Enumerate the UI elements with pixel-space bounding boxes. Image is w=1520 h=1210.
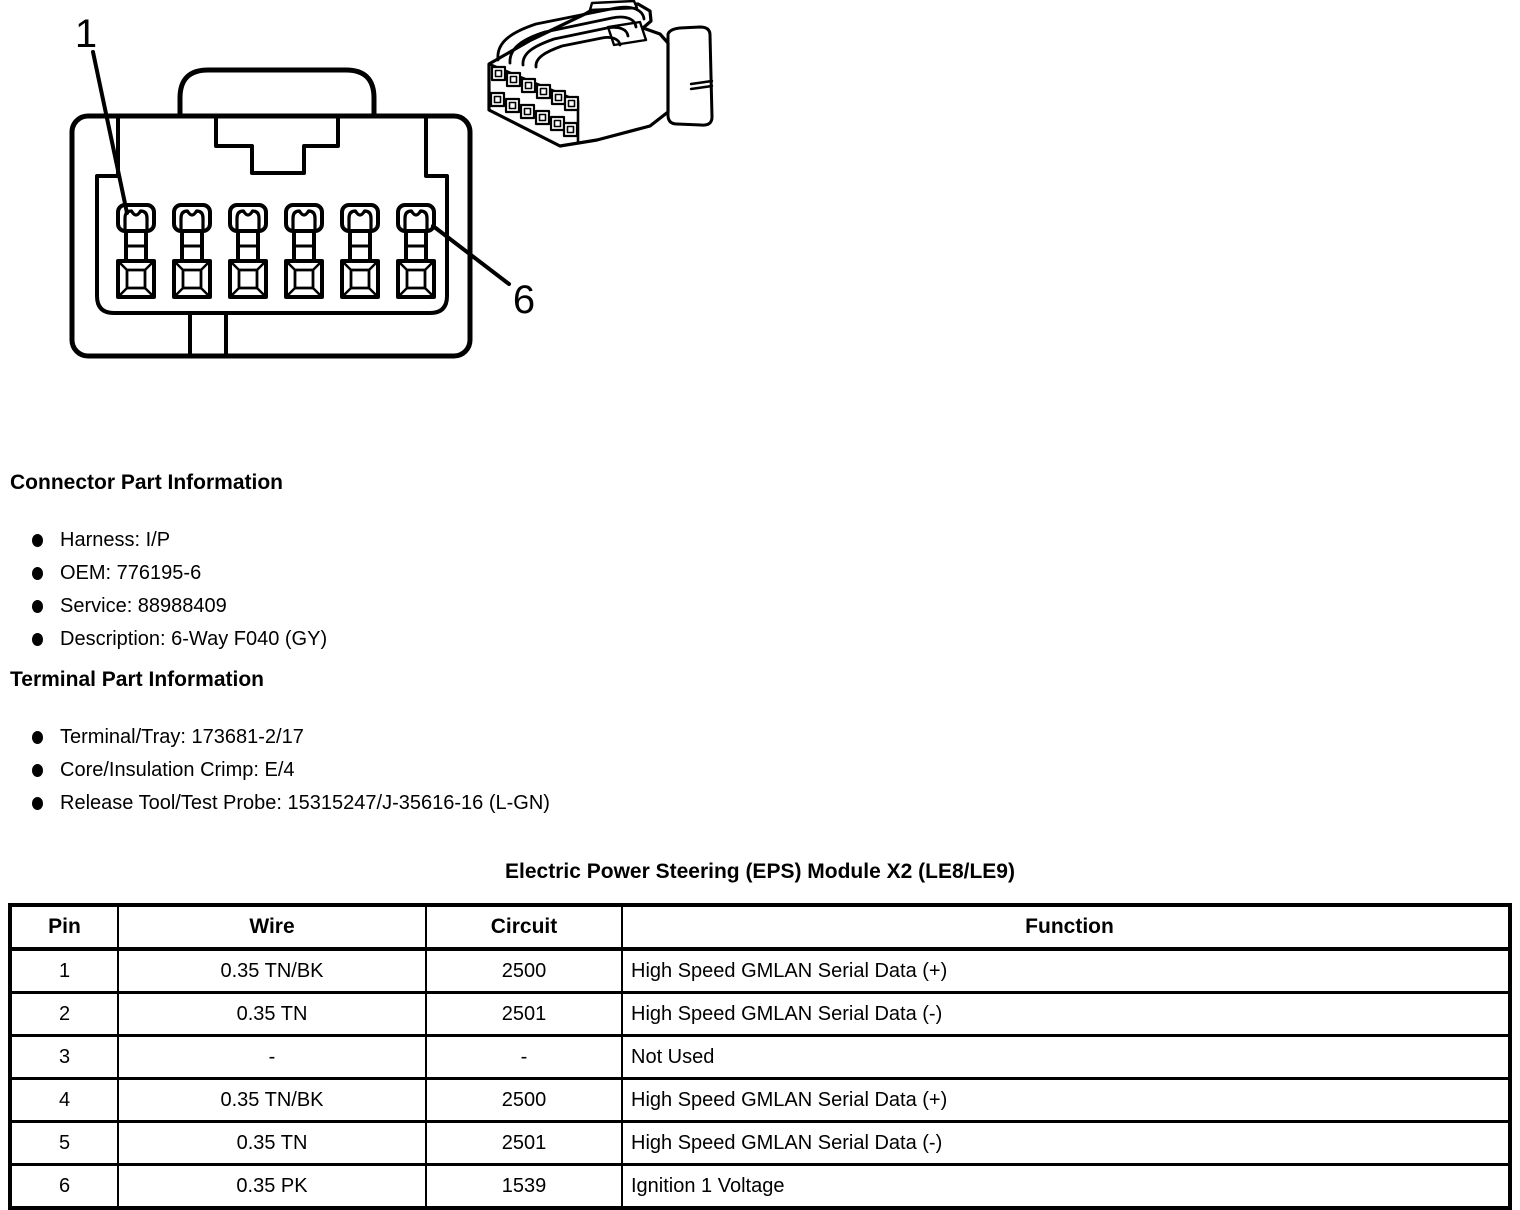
connector-lock-tab: [180, 70, 374, 116]
cell-pin: 2: [10, 993, 118, 1036]
cell-circuit: 2501: [426, 993, 622, 1036]
cell-circuit: -: [426, 1036, 622, 1079]
cell-circuit: 1539: [426, 1165, 622, 1209]
side-cavity: [552, 91, 565, 104]
cell-function: High Speed GMLAN Serial Data (-): [622, 1122, 1510, 1165]
table-row: [10, 1036, 1510, 1079]
cell-function: Not Used: [622, 1036, 1510, 1079]
connector-side-view: [489, 1, 712, 146]
cell-wire: 0.35 TN: [118, 993, 426, 1036]
connector-part-info-heading: Connector Part Information: [10, 471, 284, 494]
table-row: [10, 1079, 1510, 1122]
side-cavity: [522, 79, 535, 92]
table-row: [10, 949, 1510, 993]
side-cavity: [565, 97, 578, 110]
cell-function: High Speed GMLAN Serial Data (-): [622, 993, 1510, 1036]
cell-wire: 0.35 PK: [118, 1165, 426, 1209]
cell-pin: 5: [10, 1122, 118, 1165]
cell-wire: 0.35 TN/BK: [118, 949, 426, 993]
list-item: Description: 6-Way F040 (GY): [10, 629, 327, 650]
cell-pin: 4: [10, 1079, 118, 1122]
side-cavity: [492, 67, 505, 80]
list-item: Release Tool/Test Probe: 15315247/J-35616-16 (L-GN): [10, 793, 550, 814]
list-item: OEM: 776195-6: [10, 563, 327, 584]
mounting-flange: [668, 27, 712, 125]
side-cavity: [506, 99, 519, 112]
cell-pin: 3: [10, 1036, 118, 1079]
table-row: [10, 1122, 1510, 1165]
list-item: Service: 88988409: [10, 596, 327, 617]
table-row: [10, 993, 1510, 1036]
cell-wire: 0.35 TN: [118, 1122, 426, 1165]
side-cavity: [491, 93, 504, 106]
header-circuit: Circuit: [426, 905, 622, 949]
connector-part-info-list: [10, 530, 327, 662]
cell-circuit: 2500: [426, 949, 622, 993]
cell-circuit: 2500: [426, 1079, 622, 1122]
cell-wire: -: [118, 1036, 426, 1079]
pinout-table: [8, 903, 1512, 1210]
cell-wire: 0.35 TN/BK: [118, 1079, 426, 1122]
side-cavity: [551, 117, 564, 130]
cell-pin: 1: [10, 949, 118, 993]
header-wire: Wire: [118, 905, 426, 949]
connector-front-view: [72, 12, 535, 356]
cell-function: Ignition 1 Voltage: [622, 1165, 1510, 1209]
cell-pin: 6: [10, 1165, 118, 1209]
list-item: Core/Insulation Crimp: E/4: [10, 760, 550, 781]
header-pin: Pin: [10, 905, 118, 949]
cell-circuit: 2501: [426, 1122, 622, 1165]
table-row: [10, 1165, 1510, 1209]
side-cavity: [507, 73, 520, 86]
connector-diagram: [0, 0, 760, 400]
side-cavity: [536, 111, 549, 124]
header-function: Function: [622, 905, 1510, 949]
side-cavity: [537, 85, 550, 98]
side-cavity: [564, 123, 577, 136]
cell-function: High Speed GMLAN Serial Data (+): [622, 1079, 1510, 1122]
list-item: Terminal/Tray: 173681-2/17: [10, 727, 550, 748]
pin-1-label: 1: [74, 12, 98, 56]
side-cavity: [521, 105, 534, 118]
cell-function: High Speed GMLAN Serial Data (+): [622, 949, 1510, 993]
list-item: Harness: I/P: [10, 530, 327, 551]
terminal-part-info-list: [10, 727, 550, 826]
pinout-table-title: Electric Power Steering (EPS) Module X2 (LE8/LE9): [505, 860, 1015, 883]
table-header-row: [10, 905, 1510, 949]
terminal-part-info-heading: Terminal Part Information: [10, 668, 264, 691]
pin-6-label: 6: [512, 278, 536, 322]
